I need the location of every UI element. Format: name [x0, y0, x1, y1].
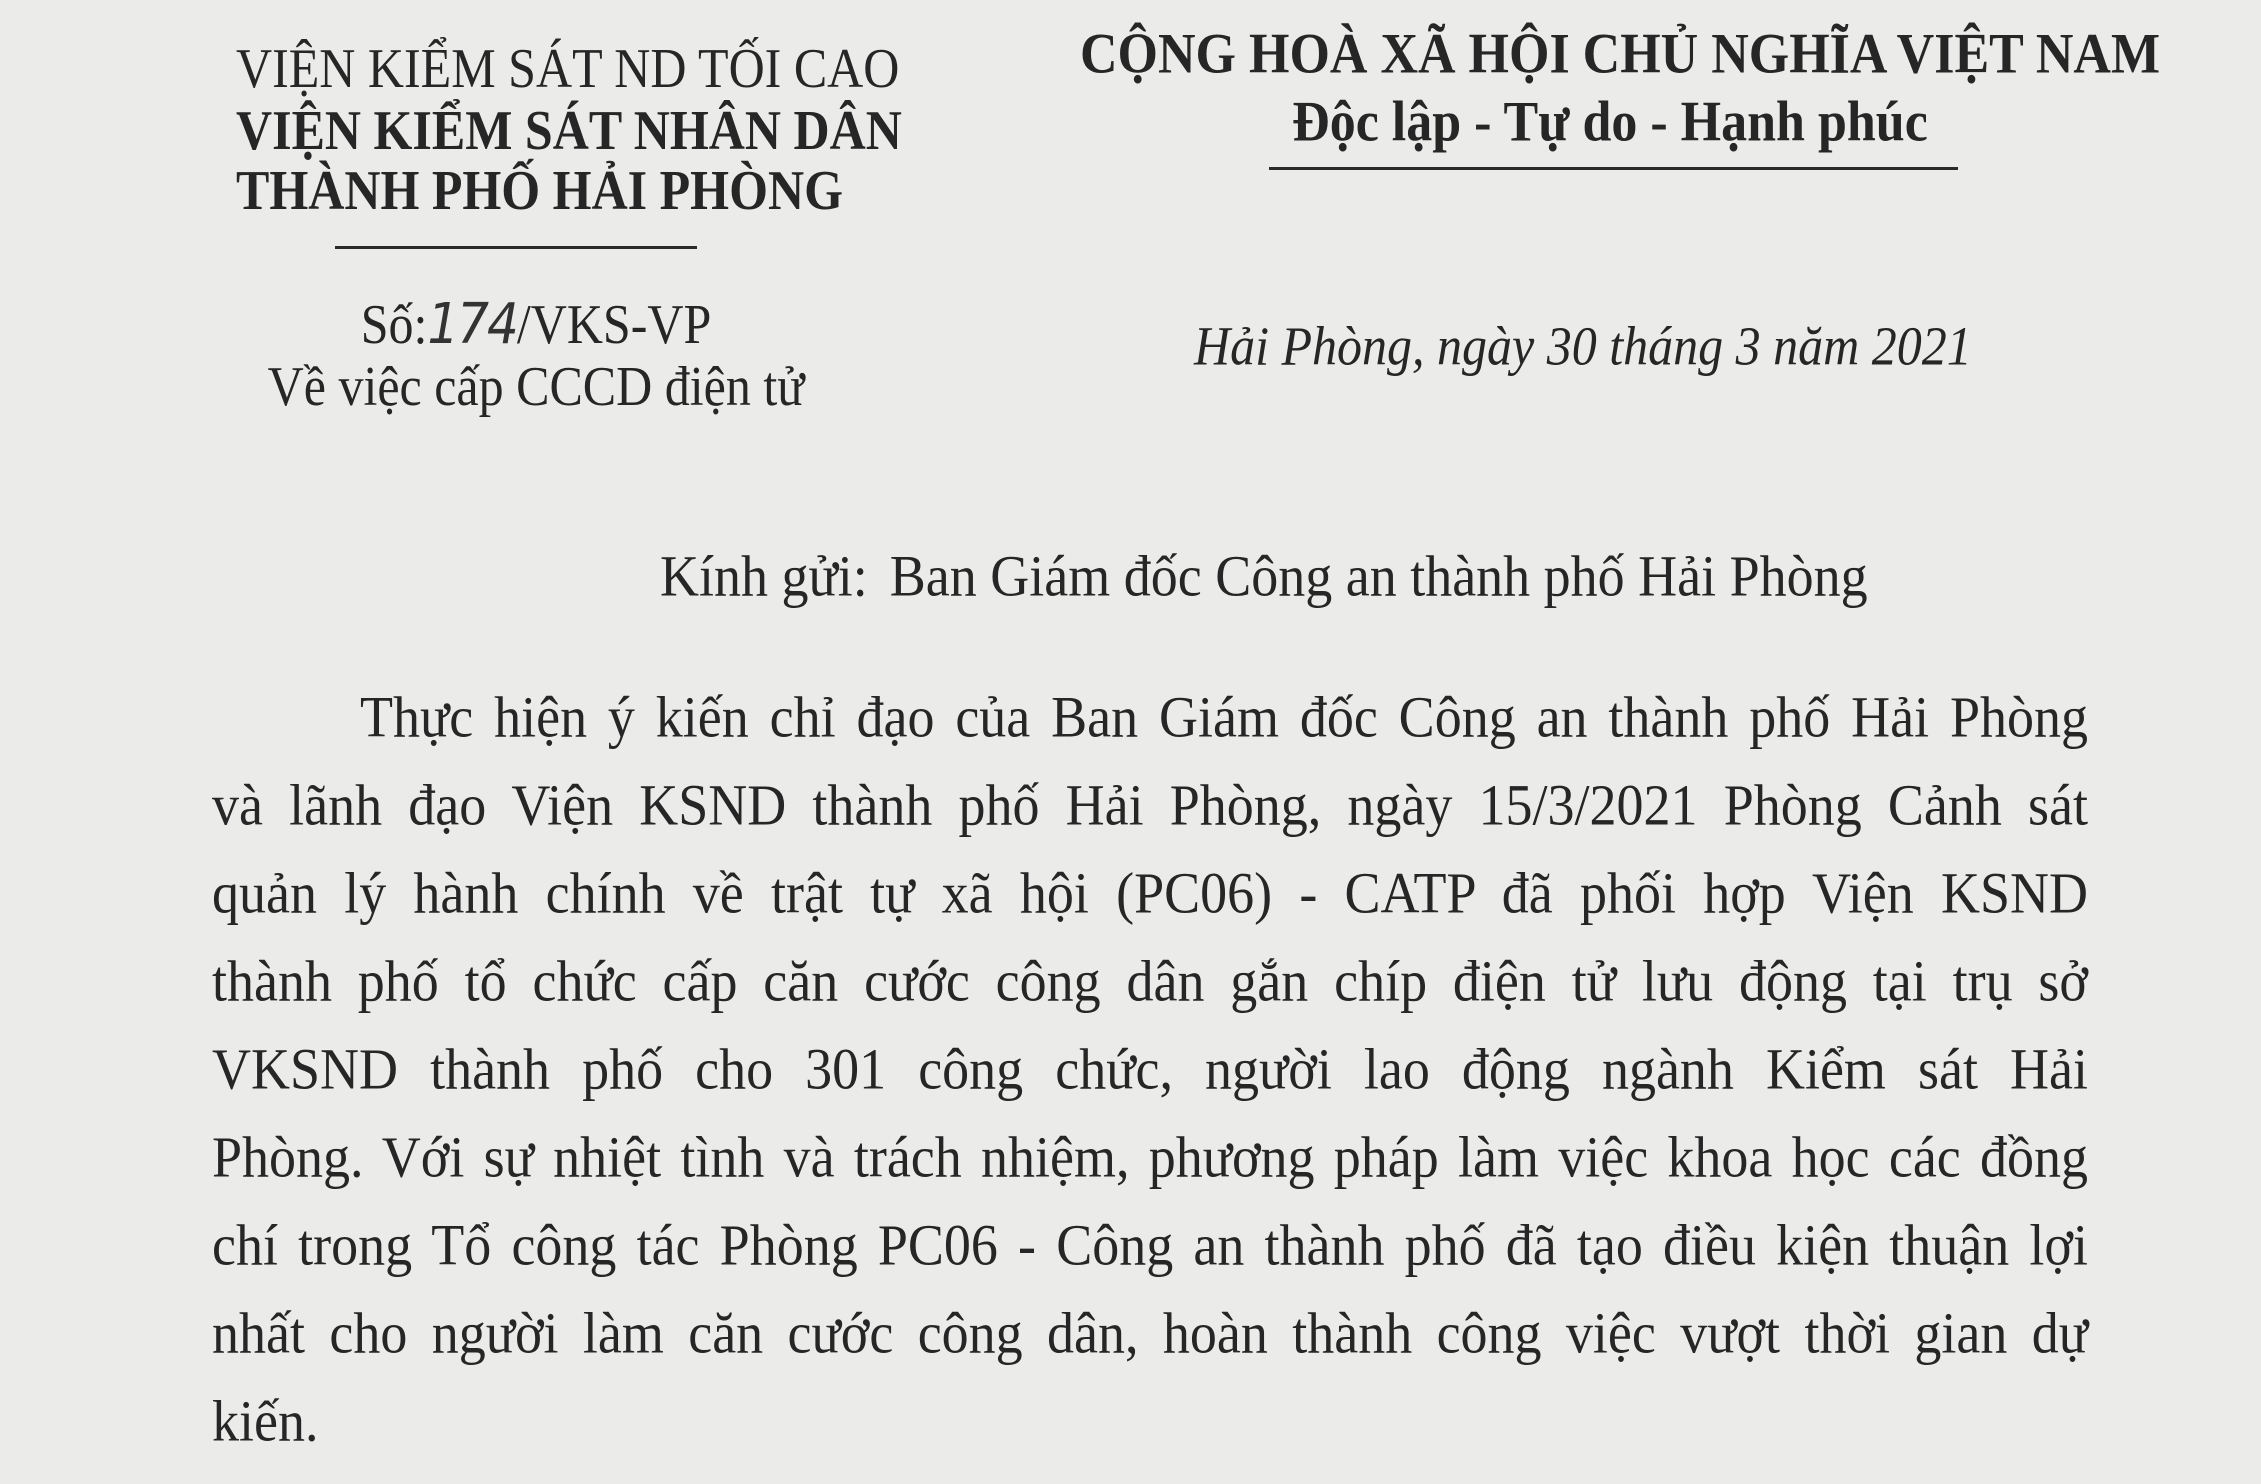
agency-name-line-2: THÀNH PHỐ HẢI PHÒNG	[236, 158, 843, 222]
national-motto: Độc lập - Tự do - Hạnh phúc	[1292, 91, 1928, 154]
body-line: VKSND thành phố cho 301 công chức, người lao động ngành Kiểm sát Hải	[212, 1036, 2088, 1102]
agency-name-line-1: VIỆN KIỂM SÁT NHÂN DÂN	[236, 98, 902, 162]
body-line: Phòng. Với sự nhiệt tình và trách nhiệm, phương pháp làm việc khoa học các đồng	[212, 1124, 2088, 1190]
agency-parent: VIỆN KIỂM SÁT ND TỐI CAO	[236, 36, 900, 100]
body-line: kiến.	[212, 1388, 319, 1454]
place-and-date: Hải Phòng, ngày 30 tháng 3 năm 2021	[1194, 315, 1972, 377]
recipient-name: Ban Giám đốc Công an thành phố Hải Phòng	[889, 543, 1868, 609]
number-suffix: /VKS-VP	[516, 292, 712, 356]
document-number	[236, 290, 836, 357]
national-title: CỘNG HOÀ XÃ HỘI CHỦ NGHĨA VIỆT NAM	[1080, 23, 2161, 86]
number-handwritten: 174	[427, 291, 517, 357]
recipient-line	[660, 544, 1868, 609]
body-line: và lãnh đạo Viện KSND thành phố Hải Phòng, ngày 15/3/2021 Phòng Cảnh sát	[212, 772, 2088, 838]
document-subject: Về việc cấp CCCD điện tử	[267, 354, 805, 418]
body-line: chí trong Tổ công tác Phòng PC06 - Công an thành phố đã tạo điều kiện thuận lợi	[212, 1212, 2088, 1278]
body-line: Thực hiện ý kiến chỉ đạo của Ban Giám đốc Công an thành phố Hải Phòng	[360, 684, 2088, 750]
body-line: quản lý hành chính về trật tự xã hội (PC06) - CATP đã phối hợp Viện KSND	[212, 860, 2088, 926]
body-paragraph	[212, 684, 2088, 1480]
recipient-label: Kính gửi:	[660, 543, 868, 609]
right-header-divider	[1269, 167, 1958, 170]
body-line: thành phố tổ chức cấp căn cước công dân gắn chíp điện tử lưu động tại trụ sở	[212, 948, 2088, 1014]
number-prefix: Số:	[360, 292, 428, 356]
left-header-divider	[335, 246, 697, 249]
body-line: nhất cho người làm căn cước công dân, hoàn thành công việc vượt thời gian dự	[212, 1300, 2088, 1366]
